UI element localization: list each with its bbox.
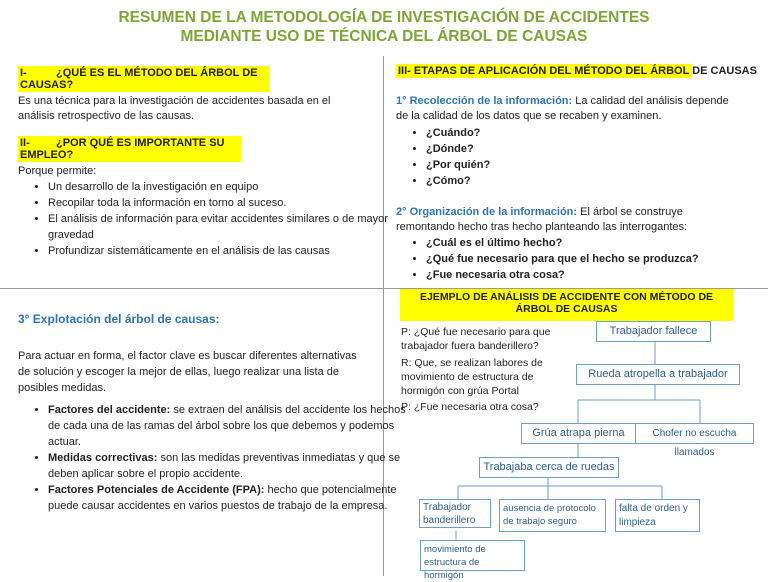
list-item: • Recopilar toda la información en torno al suceso.: [48, 195, 408, 211]
list-item: [48, 450, 406, 482]
node-grua-atrapa-pierna: Grúa atrapa pierna: [521, 423, 636, 444]
section-4-text: Para actuar en forma, el factor clave es buscar diferentes alternativas de solución y escoger la mejor de ellas, luego realizar una lista de posibles medidas.: [18, 350, 357, 394]
list-item: • El análisis de información para evitar accidentes similares o de mayor gravedad: [48, 211, 408, 243]
section-2-heading: [18, 136, 241, 162]
list-item: • Un desarrollo de la investigación en equipo: [48, 179, 408, 195]
step-2-desc: El árbol se construye remontando hecho tras hecho planteando las interrogantes:: [396, 206, 688, 233]
node-chofer-no-escucha: Chofer no escucha llamados: [635, 423, 754, 444]
question-1: P: ¿Qué fue necesario para que trabajador fuera banderillero?: [401, 326, 551, 352]
list-item: • ¿Por quién?: [426, 157, 726, 173]
item-desc: son las medidas preventivas inmediatas y que se deben aplicar sobre el propio accidente.: [48, 452, 401, 480]
section-3-heading: III- ETAPAS DE APLICACIÓN DEL MÉTODO DEL ÁRBOL DE CAUSAS: [398, 65, 757, 77]
list-item: • ¿Cómo?: [426, 173, 726, 189]
list-item: • ¿Dónde?: [426, 141, 726, 157]
step-1-label: 1° Recolección de la información:: [396, 95, 573, 107]
node-trabajador-fallece: Trabajador fallece: [596, 321, 711, 342]
title-line-1: RESUMEN DE LA METODOLOGÍA DE INVESTIGACIÓN DE ACCIDENTES: [118, 9, 650, 26]
node-trabajaba-cerca: Trabajaba cerca de ruedas: [479, 457, 619, 478]
section-4-list: [18, 402, 406, 514]
section-1-number: I-: [20, 67, 27, 79]
step-1-text: [396, 94, 741, 124]
list-item: • Profundizar sistemáticamente en el análisis de las causas: [48, 243, 408, 259]
section-4-heading: 3° Explotación del árbol de causas:: [18, 312, 220, 326]
step-2-text: [396, 205, 741, 235]
section-2-list: [18, 179, 408, 259]
page-title: [0, 8, 768, 46]
item-term: Medidas correctivas:: [48, 452, 158, 464]
item-desc: hecho que potencialmente puede causar accidentes en varios puestos de trabajo de la empresa.: [48, 484, 397, 512]
node-movimiento-estructura: movimiento de estructura de hormigón: [420, 540, 525, 571]
answer-1: R: Que, se realizan labores de movimiento de estructura de hormigón con grúa Portal: [401, 357, 543, 397]
example-heading-line-2: ÁRBOL DE CAUSAS: [515, 303, 618, 315]
step-1-desc: La calidad del análisis depende de la calidad de los datos que se recaben y examinen.: [396, 95, 729, 122]
title-line-2: MEDIANTE USO DE TÉCNICA DEL ÁRBOL DE CAUSAS: [180, 28, 588, 45]
example-heading: [400, 289, 733, 321]
example-heading-line-1: EJEMPLO DE ANÁLISIS DE ACCIDENTE CON MÉTODO DE: [419, 291, 714, 303]
item-desc: se extraen del análisis del accidente los hechos de cada una de las ramas del árbol sobre los que debemos y podemos actuar.: [48, 404, 406, 448]
section-1-text: Es una técnica para la investigación de accidentes basada en el análisis retrospectivo de las causas.: [18, 95, 331, 122]
list-item: [48, 402, 406, 450]
section-1-heading: [18, 66, 269, 92]
node-rueda-atropella: Rueda atropella a trabajador: [576, 364, 740, 385]
section-2-number: II-: [20, 137, 30, 149]
item-term: Factores del accidente:: [48, 404, 171, 416]
step-2-list: [396, 235, 768, 283]
section-2-intro: Porque permite:: [18, 165, 97, 177]
node-trabajador-banderillero: Trabajador banderillero: [419, 499, 491, 528]
list-item: • ¿Cuál es el último hecho?: [426, 235, 768, 251]
item-term: Factores Potenciales de Accidente (FPA):: [48, 484, 265, 496]
list-item: • ¿Qué fue necesario para que el hecho se produzca?: [426, 251, 768, 267]
step-1-list: [396, 125, 726, 189]
question-2: P: ¿Fue necesaria otra cosa?: [401, 401, 539, 413]
node-falta-orden: falta de orden y limpieza: [615, 499, 700, 532]
step-2-label: 2° Organización de la información:: [396, 206, 578, 218]
section-2-title: ¿POR QUÉ ES IMPORTANTE SU EMPLEO?: [20, 137, 225, 161]
list-item: • ¿Cuándo?: [426, 125, 726, 141]
node-ausencia-protocolo: ausencia de protocolo de trabajo seguro: [499, 499, 606, 532]
section-1-title: ¿QUÉ ES EL MÉTODO DEL ÁRBOL DE CAUSAS?: [20, 67, 258, 91]
list-item: • ¿Fue necesaria otra cosa?: [426, 267, 768, 283]
list-item: [48, 482, 406, 514]
